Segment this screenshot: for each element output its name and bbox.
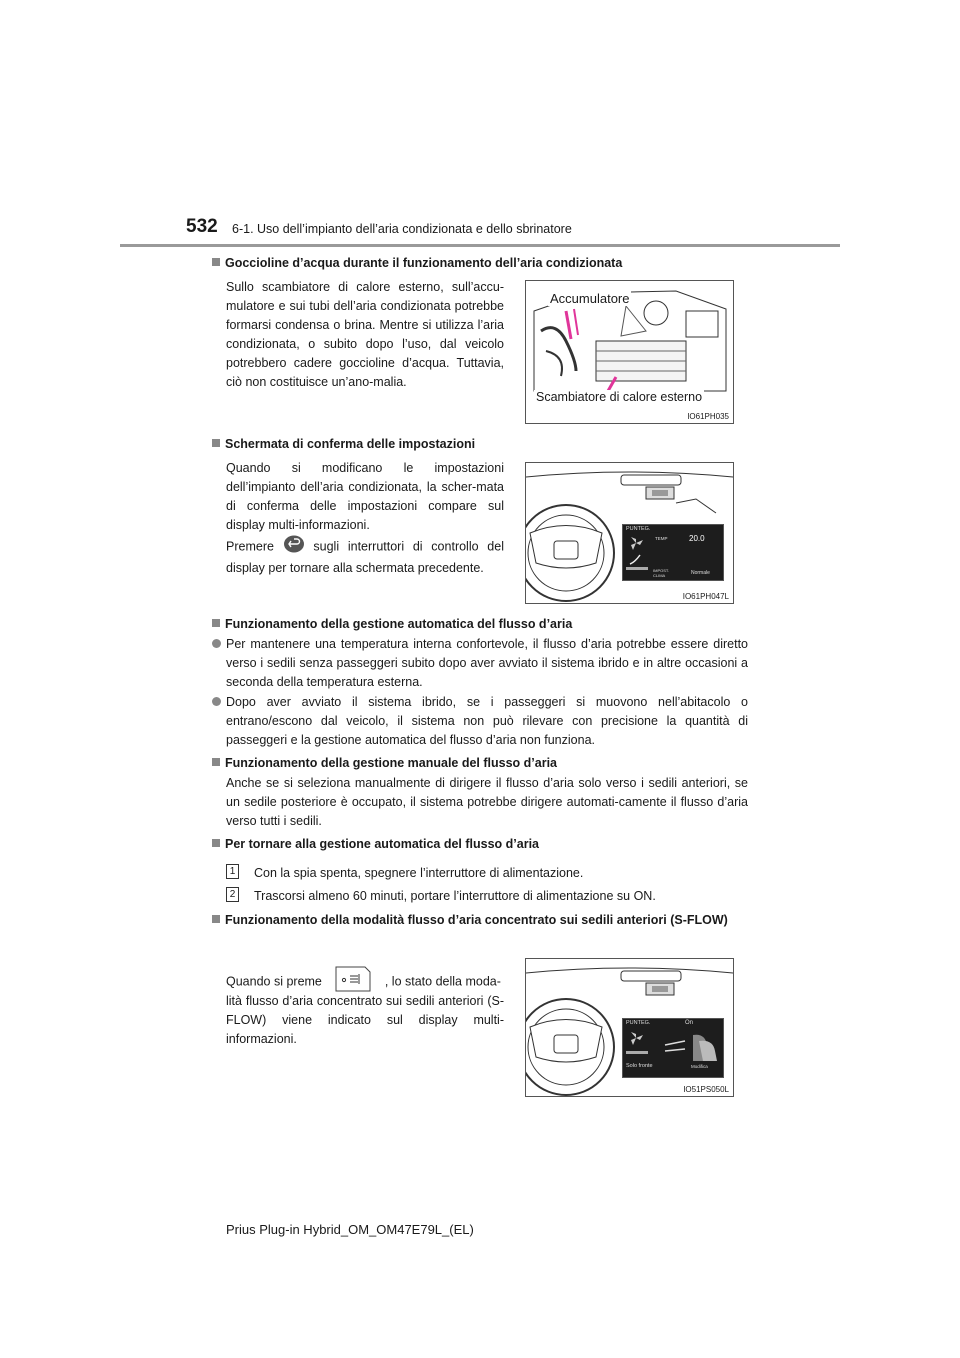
- section-marker-icon: [212, 915, 220, 923]
- section-marker-icon: [212, 758, 220, 766]
- section-title-manual-airflow: Funzionamento della gestione manuale del flusso d’aria: [212, 754, 748, 773]
- bullet-dot-icon: [212, 697, 221, 706]
- label-accumulator: Accumulatore: [550, 291, 630, 306]
- figure-engine-bay: [525, 280, 734, 424]
- step-number: 1: [226, 864, 239, 879]
- footer-model: Prius Plug-in Hybrid_OM_OM47E79L_(EL): [226, 1222, 474, 1237]
- figure-dashboard-s-flow: [525, 958, 734, 1097]
- step-text: Con la spia spenta, spegnere l’interruttore di alimentazione.: [254, 866, 584, 880]
- temperature-curve-icon: [629, 553, 641, 565]
- section-marker-icon: [212, 839, 220, 847]
- step-text: Trascorsi almeno 60 minuti, portare l’interruttore di alimentazione su ON.: [254, 889, 656, 903]
- step-number: 2: [226, 887, 239, 902]
- header-rule: [120, 244, 840, 247]
- fan-icon: [627, 1030, 645, 1046]
- screen-mode: Solo fronte: [626, 1063, 653, 1069]
- s-flow-text: lità flusso d’aria concentrato sui sedili anteriori (S-FLOW) viene indicato sul display multi-informazioni.: [226, 994, 504, 1046]
- label-heat-exchanger: Scambiatore di calore esterno: [536, 390, 703, 404]
- confirmation-screen-text: Quando si modificano le impostazioni dell’impianto dell’aria condizionata, la scher-mata di conferma delle impostazioni compare sul display multi-informazioni.: [226, 461, 504, 532]
- bullet-dot-icon: [212, 639, 221, 648]
- level-bar: [626, 1051, 648, 1054]
- multi-info-display: [622, 1018, 724, 1078]
- airflow-icon: [663, 1031, 719, 1063]
- figure-dashboard-confirmation: [525, 462, 734, 604]
- figure-code: IO51PS050L: [683, 1085, 729, 1094]
- fan-icon: [627, 535, 645, 551]
- section-marker-icon: [212, 619, 220, 627]
- section-title-water-drops: Goccioline d’acqua durante il funzionamento dell’aria condizionata: [212, 254, 748, 273]
- multi-info-display: [622, 524, 724, 581]
- screen-temp-label: TEMP: [655, 536, 668, 541]
- water-drops-text: Sullo scambiatore di calore esterno, sull’accu-mulatore e sui tubi dell’aria condizionata potrebbe formarsi condensa o brina. Mentre si utilizza l’aria condizionata, o subito dopo l’uso, dal veicolo potrebbero cadere goccioline d’acqua. Tuttavia, ciò non costituisce un’ano-malia.: [226, 280, 504, 389]
- figure-code: IO61PH047L: [682, 592, 729, 601]
- page-number: 532: [186, 216, 218, 237]
- s-flow-instruction: Quando si preme , lo stato della moda-: [226, 966, 526, 998]
- screen-button: Modifica: [691, 1064, 708, 1069]
- running-head: 6-1. Uso dell’impianto dell’aria condizionata e dello sbrinatore: [232, 222, 572, 236]
- section-title-automatic-airflow: Funzionamento della gestione automatica del flusso d’aria: [212, 615, 748, 634]
- screen-header: PUNTEG.: [626, 1020, 651, 1026]
- screen-settings-label: IMPOST. CLIMA: [653, 568, 670, 578]
- screen-status: On: [685, 1020, 694, 1026]
- bullet-automatic-airflow-1: Per mantenere una temperatura interna confortevole, il flusso d’aria potrebbe essere diretto verso i sedili senza passeggeri subito dopo aver avviato il sistema ibrido e in altre occasioni a seconda della temperatura esterna.: [212, 635, 748, 692]
- figure-code: IO61PH035: [687, 412, 729, 421]
- section-title-return-automatic: Per tornare alla gestione automatica del flusso d’aria: [212, 835, 748, 854]
- screen-temp-value: 20.0: [689, 534, 705, 543]
- return-icon: [283, 535, 305, 559]
- screen-mode: Normale: [691, 570, 710, 576]
- section-title-s-flow: Funzionamento della modalità flusso d’aria concentrato sui sedili anteriori (S-FLOW): [212, 911, 748, 930]
- level-bar: [626, 567, 648, 570]
- section-title-confirmation-screen: Schermata di conferma delle impostazioni: [212, 435, 748, 454]
- return-instruction: Premere sugli interruttori di controllo del display per tornare alla schermata precedente.: [226, 535, 504, 578]
- section-marker-icon: [212, 439, 220, 447]
- bullet-automatic-airflow-2: Dopo aver avviato il sistema ibrido, se i passeggeri si muovono nell’abitacolo o entrano/escono dal veicolo, il sistema non può rilevare con precisione la quantità di passeggeri e la gestione automatica del flusso d’aria non funziona.: [212, 693, 748, 750]
- manual-airflow-text: Anche se si seleziona manualmente di dirigere il flusso d’aria solo verso i sedili anteriori, se un sedile posteriore è occupato, il sistema potrebbe dirigere automati-camente il flusso d’aria verso tutti i sedili.: [226, 776, 748, 828]
- section-marker-icon: [212, 258, 220, 266]
- screen-header: PUNTEG.: [626, 526, 651, 532]
